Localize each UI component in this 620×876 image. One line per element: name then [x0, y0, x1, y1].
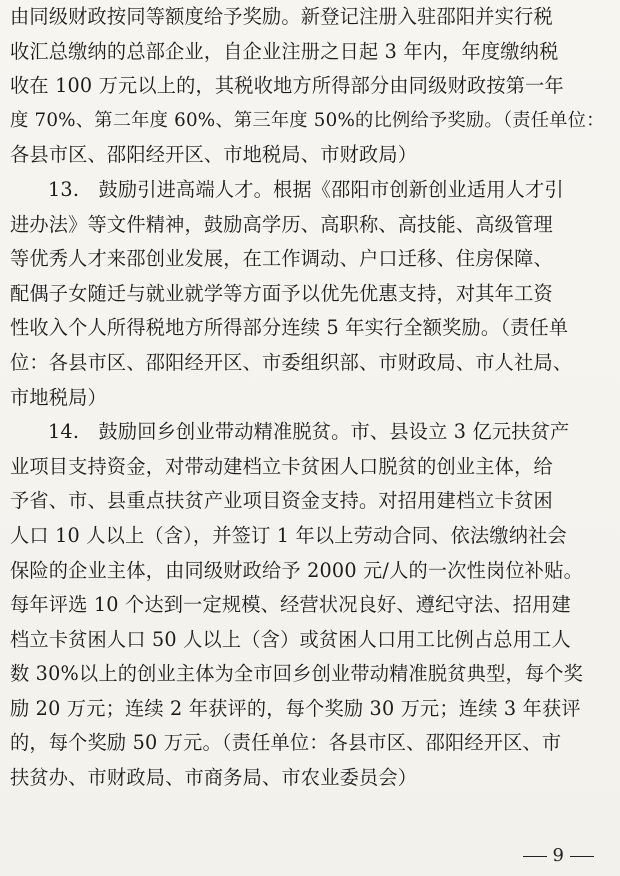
text-line: 档立卡贫困人口 50 人以上（含）或贫困人口用工比例占总用工人 — [10, 627, 571, 651]
text-line: 性收入个人所得税地方所得部分连续 5 年实行全额奖励。（责任单 — [10, 316, 569, 340]
footer-dash-right — [570, 856, 594, 857]
text-line: 励 20 万元；连续 2 年获评的，每个奖励 30 万元；连续 3 年获评 — [10, 696, 581, 720]
text-line: 人口 10 人以上（含），并签订 1 年以上劳动合同、依法缴纳社会 — [10, 523, 567, 547]
text-line: 14. 鼓励回乡创业带动精准脱贫。市、县设立 3 亿元扶贫产 — [48, 420, 570, 444]
text-line: 扶贫办、市财政局、市商务局、市农业委员会） — [10, 766, 418, 790]
text-line: 由同级财政按同等额度给予奖励。新登记注册入驻邵阳并实行税 — [10, 5, 553, 28]
text-line: 等优秀人才来邵创业发展，在工作调动、户口迁移、住房保障、 — [10, 247, 553, 271]
text-line: 数 30%以上的创业主体为全市回乡创业带动精准脱贫典型，每个奖 — [10, 662, 584, 686]
text-line: 进办法》等文件精神，鼓励高学历、高职称、高技能、高级管理 — [10, 212, 553, 236]
text-line: 保险的企业主体，由同级财政给予 2000 元/人的一次性岗位补贴。 — [10, 558, 583, 582]
text-line: 市地税局） — [10, 385, 107, 409]
text-line: 收汇总缴纳的总部企业，自企业注册之日起 3 年内，年度缴纳税 — [10, 39, 559, 63]
text-line: 13. 鼓励引进高端人才。根据《邵阳市创新创业适用人才引 — [48, 177, 564, 201]
page-number: 9 — [552, 845, 564, 866]
text-line: 业项目支持资金，对带动建档立卡贫困人口脱贫的创业主体，给 — [10, 454, 553, 478]
text-line: 各县市区、邵阳经开区、市地税局、市财政局） — [10, 143, 418, 167]
text-line: 度 70%、第二年度 60%、第三年度 50%的比例给予奖励。（责任单位： — [10, 109, 605, 131]
text-line: 予省、市、县重点扶贫产业项目资金支持。对招用建档立卡贫困 — [10, 489, 553, 513]
text-line: 配偶子女随迁与就业就学等方面予以优先优惠支持，对其年工资 — [10, 281, 553, 305]
text-line: 位：各县市区、邵阳经开区、市委组织部、市财政局、市人社局、 — [10, 350, 573, 374]
text-line: 收在 100 万元以上的，其税收地方所得部分由同级财政按第一年 — [10, 74, 564, 98]
footer-dash-left — [523, 856, 547, 857]
page-footer — [517, 844, 600, 868]
text-line: 的，每个奖励 50 万元。（责任单位：各县市区、邵阳经开区、市 — [10, 731, 562, 755]
document-body — [10, 0, 608, 796]
text-line: 每年评选 10 个达到一定规模、经营状况良好、遵纪守法、招用建 — [10, 593, 571, 617]
